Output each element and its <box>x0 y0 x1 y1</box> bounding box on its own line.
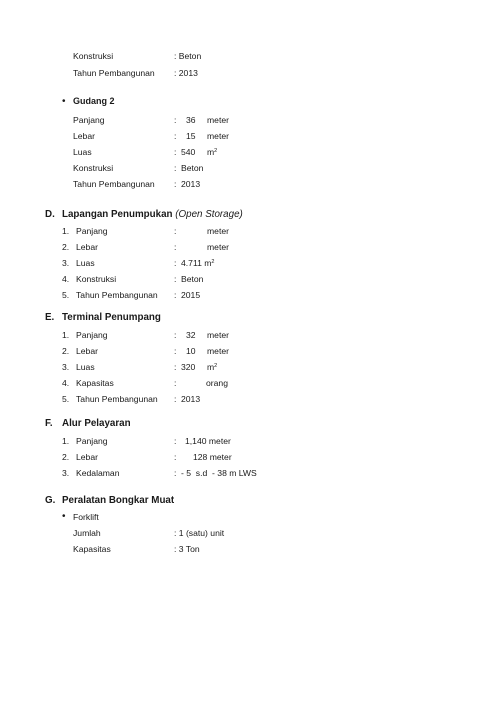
row-value: 128 meter <box>193 452 232 462</box>
row-colon: : <box>174 242 177 252</box>
row-number: 1. <box>62 330 70 340</box>
row-colon: : <box>174 258 177 268</box>
unit-text: m <box>207 362 215 372</box>
row-label: Tahun Pembangunan <box>73 68 155 78</box>
row-label: Konstruksi <box>73 51 114 61</box>
row-value: 2013 <box>181 394 201 404</box>
row-number: 1. <box>62 226 70 236</box>
row-label: Kapasitas <box>76 378 114 388</box>
row-colon: : <box>174 147 177 157</box>
row-number: 3. <box>62 258 70 268</box>
row-colon: : <box>174 330 177 340</box>
row-number: 2. <box>62 242 70 252</box>
row-label: Kapasitas <box>73 544 111 554</box>
row-value: 2015 <box>181 290 201 300</box>
row-unit: meter <box>207 115 229 125</box>
row-value: : 1 (satu) unit <box>174 528 225 538</box>
unit-text: m <box>207 147 215 157</box>
row-value: 2013 <box>181 179 201 189</box>
gudang-2-title: Gudang 2 <box>73 96 115 106</box>
value-text: 4.711 m <box>181 258 212 268</box>
row-unit: meter <box>207 330 229 340</box>
row-number: 2. <box>62 346 70 356</box>
section-title: Alur Pelayaran <box>62 418 131 429</box>
row-number: 2. <box>62 452 70 462</box>
row-colon: : <box>174 179 177 189</box>
row-label: Lebar <box>76 452 98 462</box>
row-label: Luas <box>76 362 95 372</box>
section-letter: E. <box>45 312 55 323</box>
bullet-icon: • <box>62 511 66 522</box>
row-value: : 2013 <box>174 68 198 78</box>
row-value: Beton <box>181 163 204 173</box>
row-value: 36 <box>186 115 196 125</box>
row-colon: : <box>174 362 177 372</box>
row-colon: : <box>174 163 177 173</box>
row-unit: meter <box>207 226 229 236</box>
row-unit: meter <box>207 131 229 141</box>
row-value: Beton <box>181 274 204 284</box>
bullet-icon: • <box>62 96 66 107</box>
row-unit: meter <box>207 346 229 356</box>
row-value: 1,140 meter <box>185 436 231 446</box>
row-unit <box>207 363 217 372</box>
item-label: Forklift <box>73 512 99 522</box>
row-number: 4. <box>62 378 70 388</box>
section-title: Peralatan Bongkar Muat <box>62 495 175 506</box>
row-number: 1. <box>62 436 70 446</box>
row-value: 32 <box>186 330 196 340</box>
row-label: Konstruksi <box>76 274 117 284</box>
row-colon: : <box>174 378 177 388</box>
section-letter: F. <box>45 418 53 429</box>
row-label: Lebar <box>76 242 98 252</box>
row-label: Panjang <box>73 115 105 125</box>
row-colon: : <box>174 226 177 236</box>
section-title-main: Lapangan Penumpukan <box>62 209 173 220</box>
row-label: Konstruksi <box>73 163 114 173</box>
row-colon: : <box>174 394 177 404</box>
section-title-italic: (Open Storage) <box>175 209 243 220</box>
row-number: 5. <box>62 290 70 300</box>
row-value: : Beton <box>174 51 202 61</box>
row-value: : 3 Ton <box>174 544 200 554</box>
row-colon: : <box>174 346 177 356</box>
row-colon: : <box>174 452 177 462</box>
row-label: Tahun Pembangunan <box>76 290 158 300</box>
row-label: Kedalaman <box>76 468 120 478</box>
row-number: 4. <box>62 274 70 284</box>
row-number: 3. <box>62 468 70 478</box>
row-label: Panjang <box>76 330 108 340</box>
row-label: Luas <box>73 147 92 157</box>
row-value: 10 <box>186 346 196 356</box>
row-label: Tahun Pembangunan <box>76 394 158 404</box>
row-value: 540 <box>181 147 196 157</box>
row-colon: : <box>174 115 177 125</box>
row-colon: : <box>174 274 177 284</box>
section-letter: G. <box>45 495 56 506</box>
row-colon: : <box>174 468 177 478</box>
row-number: 3. <box>62 362 70 372</box>
section-title <box>62 210 243 220</box>
section-letter: D. <box>45 209 55 220</box>
row-label: Tahun Pembangunan <box>73 179 155 189</box>
row-colon: : <box>174 436 177 446</box>
row-label: Lebar <box>76 346 98 356</box>
unit-superscript: 2 <box>214 148 218 154</box>
row-colon: : <box>174 290 177 300</box>
row-label: Panjang <box>76 436 108 446</box>
row-label: Luas <box>76 258 95 268</box>
unit-superscript: 2 <box>214 363 218 369</box>
row-label: Panjang <box>76 226 108 236</box>
row-value: 15 <box>186 131 196 141</box>
row-unit: orang <box>206 378 228 388</box>
row-colon: : <box>174 131 177 141</box>
row-value <box>181 259 214 268</box>
unit-superscript: 2 <box>211 259 215 265</box>
row-value: 320 <box>181 362 196 372</box>
row-label: Lebar <box>73 131 95 141</box>
row-value: - 5 s.d - 38 m LWS <box>181 468 257 478</box>
row-unit <box>207 148 217 157</box>
row-label: Jumlah <box>73 528 101 538</box>
row-unit: meter <box>207 242 229 252</box>
section-title: Terminal Penumpang <box>62 312 161 323</box>
row-number: 5. <box>62 394 70 404</box>
